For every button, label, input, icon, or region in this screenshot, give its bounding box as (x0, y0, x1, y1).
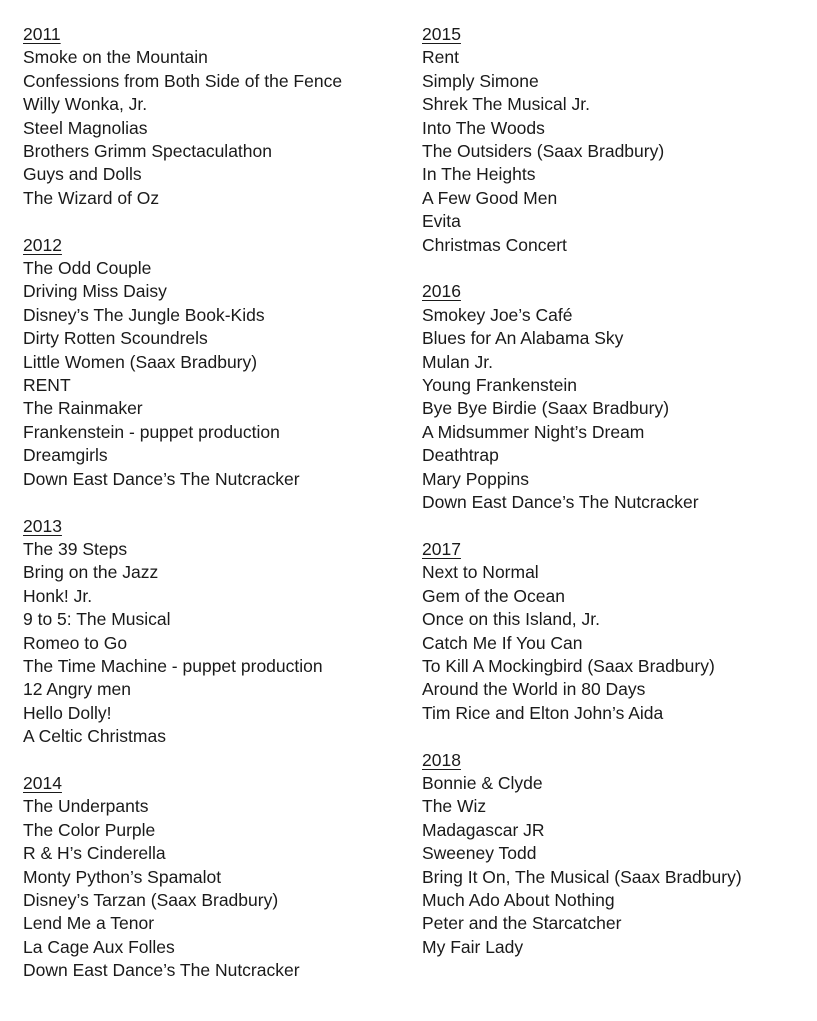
year-heading: 2016 (422, 281, 461, 302)
show-list (422, 561, 812, 725)
show-title: Monty Python’s Spamalot (23, 866, 222, 887)
show-title: Lend Me a Tenor (23, 913, 155, 934)
show-title: 9 to 5: The Musical (23, 609, 171, 630)
show-title: Around the World in 80 Days (422, 679, 646, 700)
year-heading: 2011 (23, 24, 61, 44)
year-heading: 2014 (23, 772, 62, 793)
show-title: Down East Dance’s The Nutcracker (422, 492, 699, 513)
show-list (422, 304, 812, 515)
year-section-2015 (422, 23, 812, 257)
show-title: Bring It On, The Musical (Saax Bradbury) (422, 866, 742, 887)
show-title: RENT (23, 375, 71, 396)
year-heading: 2015 (422, 24, 461, 44)
show-list (422, 772, 812, 959)
show-title: Little Women (Saax Bradbury) (23, 351, 258, 372)
year-section-2011 (23, 23, 413, 210)
show-title: Sweeney Todd (422, 843, 537, 864)
show-title: The Underpants (23, 796, 149, 817)
show-list (23, 795, 413, 982)
show-title: Smokey Joe’s Café (422, 304, 573, 325)
show-title: Dreamgirls (23, 445, 108, 466)
show-title: Disney’s Tarzan (Saax Bradbury) (23, 889, 279, 910)
show-title: Next to Normal (422, 562, 539, 583)
show-title: Blues for An Alabama Sky (422, 328, 624, 349)
show-title: My Fair Lady (422, 936, 524, 957)
show-title: Romeo to Go (23, 632, 128, 653)
year-section-2018 (422, 749, 812, 960)
show-title: Christmas Concert (422, 234, 567, 255)
year-heading: 2012 (23, 234, 62, 255)
show-list (23, 257, 413, 491)
left-column (23, 23, 413, 1006)
show-list (422, 46, 812, 257)
show-title: Confessions from Both Side of the Fence (23, 70, 343, 91)
show-title: Steel Magnolias (23, 117, 148, 138)
show-title: The Odd Couple (23, 258, 152, 279)
show-title: Bonnie & Clyde (422, 772, 543, 793)
show-title: Willy Wonka, Jr. (23, 94, 148, 115)
show-title: Brothers Grimm Spectaculathon (23, 141, 272, 162)
show-title: Evita (422, 211, 461, 232)
show-list (23, 46, 413, 210)
show-title: A Celtic Christmas (23, 726, 166, 747)
show-title: The Color Purple (23, 819, 156, 840)
year-section-2013 (23, 515, 413, 749)
right-column (422, 23, 812, 983)
show-title: Honk! Jr. (23, 585, 93, 606)
show-title: La Cage Aux Folles (23, 936, 175, 957)
show-title: Disney’s The Jungle Book-Kids (23, 304, 265, 325)
year-section-2017 (422, 538, 812, 725)
year-section-2012 (23, 234, 413, 491)
show-title: Gem of the Ocean (422, 585, 565, 606)
show-title: Frankenstein - puppet production (23, 421, 280, 442)
show-title: Madagascar JR (422, 819, 545, 840)
show-title: Catch Me If You Can (422, 632, 583, 653)
show-title: Hello Dolly! (23, 702, 112, 723)
show-title: Into The Woods (422, 117, 545, 138)
show-title: Peter and the Starcatcher (422, 913, 622, 934)
show-title: Shrek The Musical Jr. (422, 94, 590, 115)
show-title: Once on this Island, Jr. (422, 609, 601, 630)
show-title: In The Heights (422, 164, 536, 185)
show-title: A Midsummer Night’s Dream (422, 421, 645, 442)
show-title: Down East Dance’s The Nutcracker (23, 468, 300, 489)
show-title: The Wizard of Oz (23, 187, 160, 208)
show-title: The Outsiders (Saax Bradbury) (422, 141, 665, 162)
show-title: 12 Angry men (23, 679, 131, 700)
show-title: A Few Good Men (422, 187, 558, 208)
show-title: Mary Poppins (422, 468, 529, 489)
show-title: Tim Rice and Elton John’s Aida (422, 702, 664, 723)
show-title: Rent (422, 47, 459, 68)
show-title: Much Ado About Nothing (422, 889, 615, 910)
show-title: Dirty Rotten Scoundrels (23, 328, 208, 349)
show-list (23, 538, 413, 749)
show-title: Bring on the Jazz (23, 562, 159, 583)
show-title: The Time Machine - puppet production (23, 655, 323, 676)
show-title: The Wiz (422, 796, 487, 817)
show-title: Bye Bye Birdie (Saax Bradbury) (422, 398, 670, 419)
show-title: Mulan Jr. (422, 351, 493, 372)
show-title: Simply Simone (422, 70, 539, 91)
year-section-2016 (422, 280, 812, 514)
year-heading: 2017 (422, 538, 461, 559)
show-title: Driving Miss Daisy (23, 281, 167, 302)
year-heading: 2013 (23, 515, 62, 536)
show-title: The 39 Steps (23, 538, 128, 559)
year-heading: 2018 (422, 749, 461, 770)
show-title: Smoke on the Mountain (23, 47, 208, 68)
show-title: Guys and Dolls (23, 164, 142, 185)
year-section-2014 (23, 772, 413, 983)
show-title: Deathtrap (422, 445, 499, 466)
show-title: Down East Dance’s The Nutcracker (23, 960, 300, 981)
show-title: R & H’s Cinderella (23, 843, 166, 864)
show-title: The Rainmaker (23, 398, 143, 419)
show-title: Young Frankenstein (422, 375, 578, 396)
show-title: To Kill A Mockingbird (Saax Bradbury) (422, 655, 715, 676)
